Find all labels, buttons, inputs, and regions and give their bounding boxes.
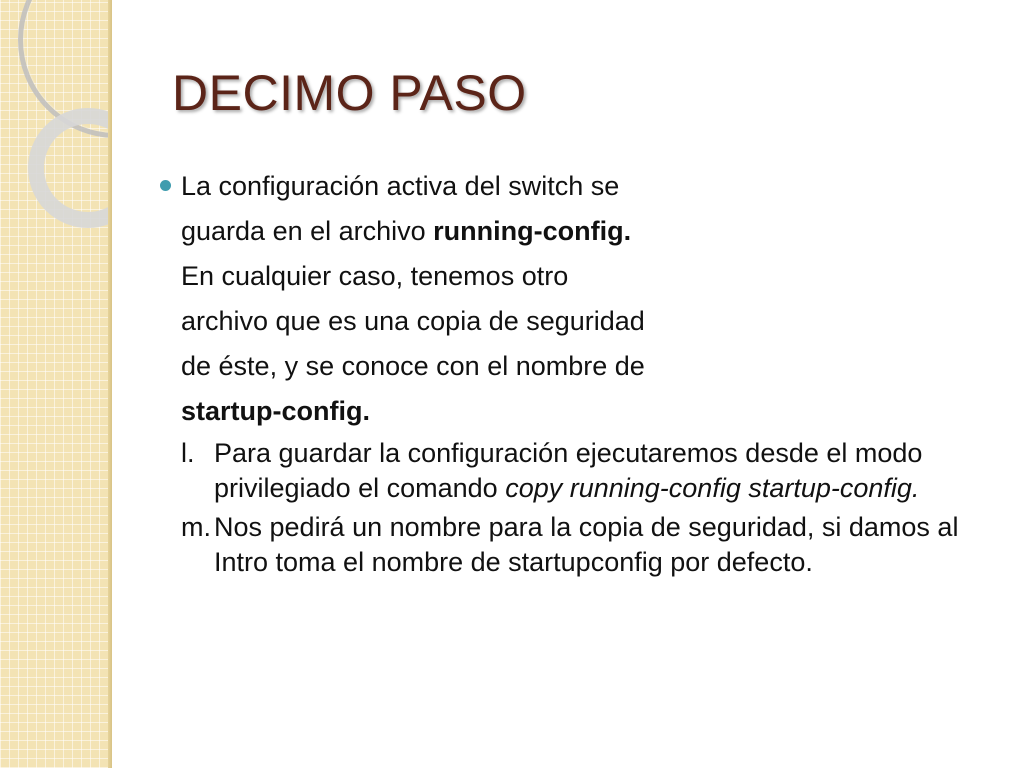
command-text: copy running-config startup-config. bbox=[505, 473, 920, 503]
body-line bbox=[181, 299, 1001, 344]
body-line bbox=[181, 164, 1001, 209]
body-line bbox=[181, 209, 1001, 254]
list-marker: l. bbox=[181, 438, 195, 468]
side-band-edge bbox=[108, 0, 112, 768]
body-line bbox=[181, 389, 1001, 434]
decorative-ring bbox=[28, 108, 112, 228]
body-text: En cualquier caso, tenemos otro bbox=[181, 261, 569, 291]
body-text: de éste, y se conoce con el nombre de bbox=[181, 351, 645, 381]
running-config-term: running-config. bbox=[433, 216, 632, 246]
list-marker: m. bbox=[181, 512, 211, 542]
list-text: Para guardar la configuración ejecutaremos desde el modo privilegiado el comando bbox=[214, 438, 923, 503]
startup-config-term: startup-config. bbox=[181, 396, 370, 426]
list-text: Nos pedirá un nombre para la copia de seguridad, si damos al Intro toma el nombre de startupconfig por defecto. bbox=[214, 512, 959, 577]
body-text: archivo que es una copia de seguridad bbox=[181, 306, 645, 336]
body-line bbox=[181, 344, 1001, 389]
body-text: guarda en el archivo bbox=[181, 216, 434, 246]
decorative-side-band bbox=[0, 0, 112, 768]
body-line bbox=[181, 254, 1001, 299]
list-item bbox=[181, 510, 1001, 580]
list-item bbox=[181, 436, 1001, 506]
bullet-icon bbox=[160, 180, 171, 191]
body-text: La configuración activa del switch se bbox=[181, 171, 620, 201]
slide-body bbox=[181, 164, 1001, 580]
slide-title: DECIMO PASO bbox=[172, 65, 527, 121]
